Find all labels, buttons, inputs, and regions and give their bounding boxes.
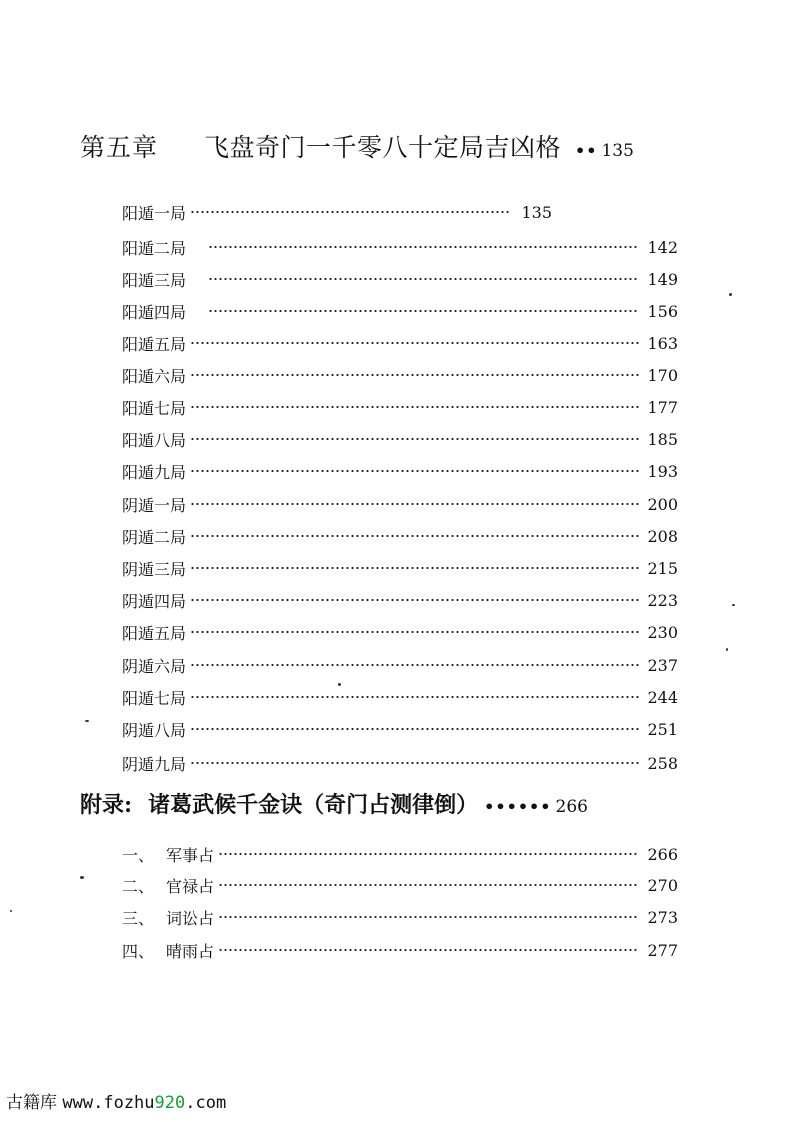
entry-page: 223 <box>647 590 678 610</box>
entry-label: 阴遁九局 <box>122 754 187 774</box>
item-page: 266 <box>647 844 678 864</box>
dot-leader <box>218 949 639 951</box>
site-highlight: 920 <box>154 1093 186 1113</box>
item-page: 277 <box>647 940 678 960</box>
entry-label: 阳遁四局 <box>122 302 187 322</box>
entry-label: 阴遁六局 <box>122 656 187 676</box>
appendix-label: 附录: <box>80 792 133 818</box>
entry-label: 阳遁二局 <box>122 238 187 258</box>
dot-leader <box>190 438 639 440</box>
chapter-number: 第五章 <box>80 133 159 162</box>
entry-label: 阴遁八局 <box>122 720 187 740</box>
item-index: 三、 <box>122 908 155 928</box>
appendix-title: 诸葛武候千金诀（奇门占测律倒） <box>148 792 479 818</box>
toc-entry[interactable] <box>122 651 678 679</box>
entry-label: 阳遁七局 <box>122 398 187 418</box>
appendix-leader: •••••• <box>484 797 552 816</box>
entry-page: 200 <box>647 494 678 514</box>
scan-speck <box>10 910 12 912</box>
entry-page: 170 <box>647 365 678 385</box>
entry-page: 230 <box>647 622 678 642</box>
chapter-leader: •• <box>575 141 598 160</box>
scan-speck <box>729 293 732 296</box>
toc-entry[interactable] <box>122 490 678 518</box>
dot-leader <box>208 246 639 248</box>
dot-leader <box>190 728 639 730</box>
entry-page: 258 <box>647 753 678 773</box>
entry-page: 163 <box>647 333 678 353</box>
chapter-page: 135 <box>601 141 634 161</box>
chapter-title: 飞盘奇门一千零八十定局吉凶格 <box>204 133 562 162</box>
dot-leader <box>190 696 639 698</box>
scan-speck <box>85 720 89 722</box>
item-name: 军事占 <box>166 845 215 865</box>
toc-entry[interactable] <box>122 586 678 614</box>
entry-label: 阳遁一局 <box>122 203 187 223</box>
dot-leader <box>190 470 639 472</box>
watermark-footer <box>6 1088 226 1114</box>
dot-leader <box>190 342 639 344</box>
entry-page: 215 <box>647 558 678 578</box>
entry-page: 135 <box>521 202 552 222</box>
dot-leader <box>218 853 639 855</box>
toc-entry[interactable] <box>122 393 678 421</box>
item-index: 四、 <box>122 941 155 961</box>
appendix-item[interactable] <box>122 840 678 868</box>
entry-page: 251 <box>647 719 678 739</box>
entry-page: 185 <box>647 429 678 449</box>
entry-page: 193 <box>647 461 678 481</box>
entry-label: 阴遁二局 <box>122 527 187 547</box>
dot-leader <box>208 310 639 312</box>
toc-entry[interactable] <box>122 715 678 743</box>
toc-entry[interactable] <box>122 233 678 261</box>
dot-leader <box>190 631 639 633</box>
toc-entry[interactable] <box>122 198 552 226</box>
dot-leader <box>218 884 639 886</box>
toc-entry[interactable] <box>122 749 678 777</box>
dot-leader <box>218 916 639 918</box>
scan-speck <box>732 604 735 606</box>
entry-page: 237 <box>647 655 678 675</box>
item-name: 官禄占 <box>166 876 215 896</box>
entry-label: 阳遁五局 <box>122 623 187 643</box>
dot-leader <box>190 503 639 505</box>
entry-label: 阳遁五局 <box>122 334 187 354</box>
toc-entry[interactable] <box>122 618 678 646</box>
site-suffix: .com <box>185 1093 227 1113</box>
item-index: 一、 <box>122 845 155 865</box>
dot-leader <box>190 374 639 376</box>
dot-leader <box>190 599 639 601</box>
scan-speck <box>338 683 341 686</box>
item-index: 二、 <box>122 876 155 896</box>
entry-page: 142 <box>647 237 678 257</box>
appendix-heading <box>80 788 680 824</box>
chapter-heading <box>80 128 680 166</box>
toc-entry[interactable] <box>122 683 678 711</box>
entry-label: 阴遁四局 <box>122 591 187 611</box>
item-name: 晴雨占 <box>166 941 215 961</box>
dot-leader <box>190 664 639 666</box>
appendix-item[interactable] <box>122 936 678 964</box>
toc-entry[interactable] <box>122 329 678 357</box>
appendix-page: 266 <box>555 797 588 817</box>
toc-entry[interactable] <box>122 297 678 325</box>
entry-page: 208 <box>647 526 678 546</box>
toc-entry[interactable] <box>122 522 678 550</box>
entry-label: 阳遁九局 <box>122 462 187 482</box>
entry-label: 阳遁八局 <box>122 430 187 450</box>
entry-page: 244 <box>647 687 678 707</box>
item-name: 词讼占 <box>166 908 215 928</box>
toc-entry[interactable] <box>122 457 678 485</box>
item-page: 270 <box>647 875 678 895</box>
entry-page: 156 <box>647 301 678 321</box>
footer-site[interactable] <box>62 1093 226 1113</box>
dot-leader <box>190 406 639 408</box>
site-prefix: www.fozhu <box>62 1093 155 1113</box>
item-page: 273 <box>647 907 678 927</box>
dot-leader <box>190 762 639 764</box>
entry-page: 177 <box>647 397 678 417</box>
toc-entry[interactable] <box>122 554 678 582</box>
entry-label: 阴遁一局 <box>122 495 187 515</box>
footer-brand: 古籍库 <box>6 1093 57 1113</box>
scan-speck <box>726 648 728 651</box>
entry-page: 149 <box>647 269 678 289</box>
appendix-item[interactable] <box>122 871 678 899</box>
scan-speck <box>80 876 84 879</box>
dot-leader <box>208 278 639 280</box>
dot-leader <box>190 567 639 569</box>
toc-entry[interactable] <box>122 425 678 453</box>
dot-leader <box>190 211 509 213</box>
appendix-item[interactable] <box>122 903 678 931</box>
dot-leader <box>190 535 639 537</box>
entry-label: 阳遁七局 <box>122 688 187 708</box>
entry-label: 阴遁三局 <box>122 559 187 579</box>
toc-entry[interactable] <box>122 265 678 293</box>
toc-entry[interactable] <box>122 361 678 389</box>
entry-label: 阳遁三局 <box>122 270 187 290</box>
entry-label: 阳遁六局 <box>122 366 187 386</box>
